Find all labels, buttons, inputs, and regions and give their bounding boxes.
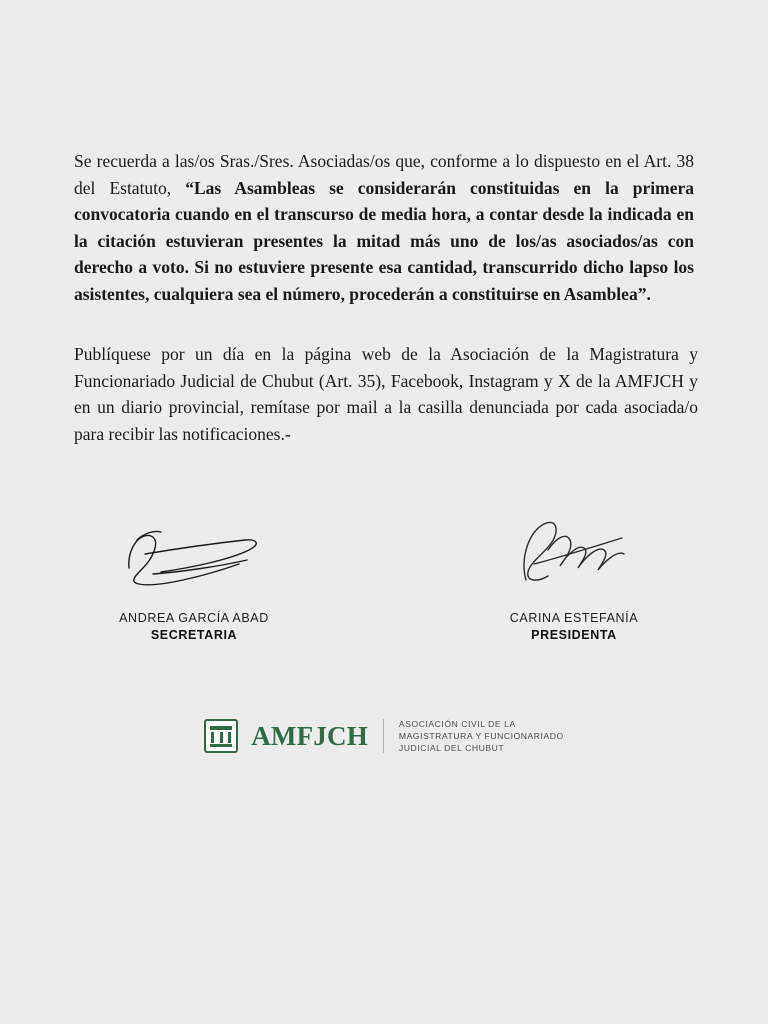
paragraph-statute-quote: “Las Asambleas se considerarán constituidas en la primera convocatoria cuando en el transcurso de media hora, a contar desde la indicada en la citación estuvieran presentes la mitad más uno de los/as asociados/as con derecho a voto. Si no estuviere presente esa cantidad, transcurrido dicho lapso los asistentes, cualquiera sea el número, procederán a constituirse en Asamblea”.: [74, 177, 694, 304]
logo-subtitle: [399, 718, 564, 755]
signature-role-presidenta: PRESIDENTA: [531, 628, 617, 642]
footer-logo: [0, 718, 768, 755]
signature-name-presidenta: CARINA ESTEFANÍA: [509, 611, 639, 625]
logo-subtitle-line-3: JUDICIAL DEL CHUBUT: [398, 743, 505, 754]
signature-role-secretaria: SECRETARIA: [150, 628, 238, 642]
paragraph-statute: [74, 148, 694, 308]
signature-block-presidenta: [459, 505, 689, 642]
signature-area: [0, 505, 768, 642]
paragraph-statute-lead: Se recuerda a las/os Sras./Sres. Asociadas/os que, conforme a lo dispuesto en el Art. 38 del Estatuto,: [74, 151, 694, 198]
document-body-secondary: [74, 341, 698, 447]
logo-divider: [383, 719, 384, 753]
document-body: [74, 148, 694, 308]
institution-building-icon: [204, 719, 238, 753]
signature-mark-presidenta: [459, 505, 689, 605]
logo-wordmark: AMFJCH: [251, 720, 368, 751]
paragraph-publication: Publíquese por un día en la página web de la Asociación de la Magistratura y Funcionariado Judicial de Chubut (Art. 35), Facebook, Instagram y X de la AMFJCH y en un diario provincial, remítase por mail a la casilla denunciada por cada asociada/o para recibir las notificaciones.-: [74, 344, 698, 444]
signature-block-secretaria: [79, 505, 309, 642]
signature-name-secretaria: ANDREA GARCÍA ABAD: [119, 611, 269, 625]
logo-subtitle-line-1: ASOCIACIÓN CIVIL DE LA: [398, 719, 516, 729]
logo-subtitle-line-2: MAGISTRATURA Y FUNCIONARIADO: [398, 731, 564, 742]
signature-mark-secretaria: [79, 505, 309, 605]
